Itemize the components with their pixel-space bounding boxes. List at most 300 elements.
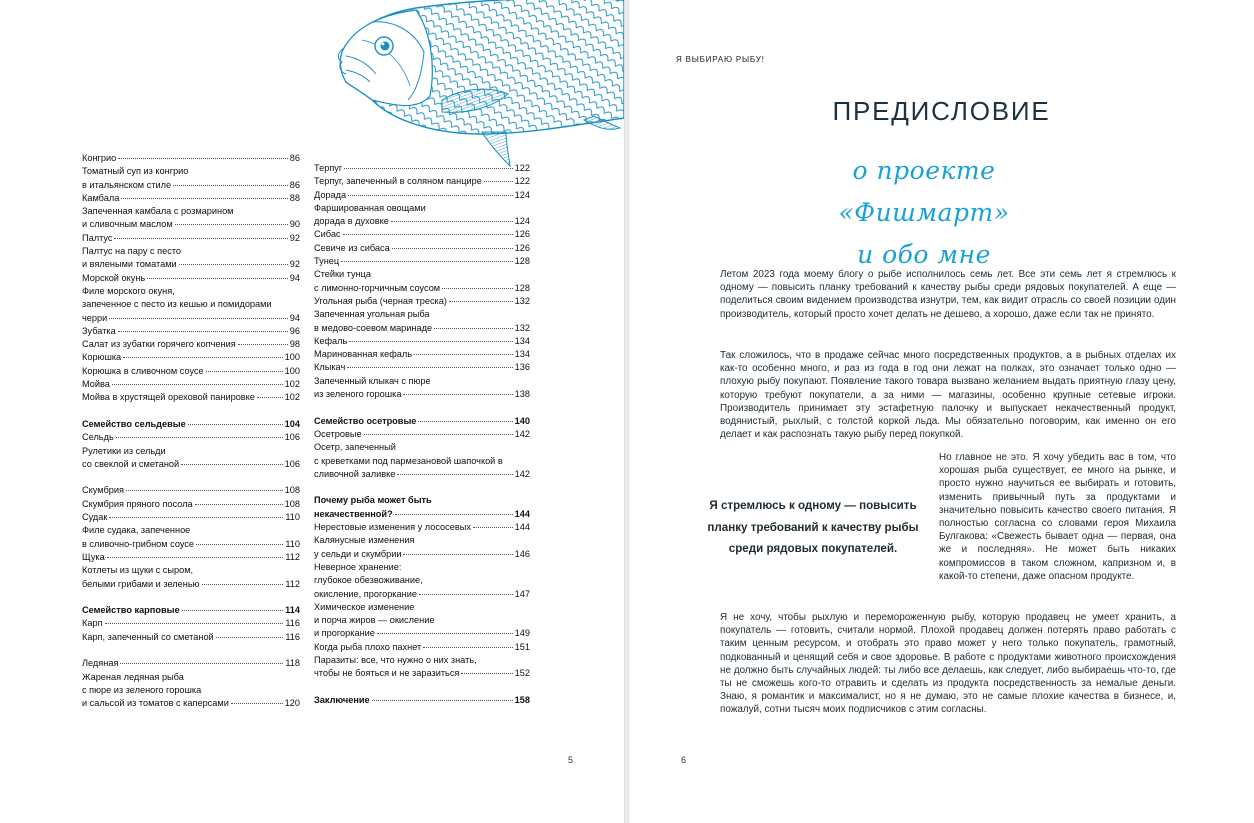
toc-leader-dots bbox=[484, 181, 513, 182]
toc-entry bbox=[314, 361, 530, 374]
toc-entry bbox=[314, 175, 530, 188]
toc-line bbox=[314, 508, 530, 521]
toc-leader-dots bbox=[403, 394, 512, 395]
left-page bbox=[0, 0, 624, 823]
toc-line bbox=[82, 578, 300, 591]
toc-entry-prefix: Калянусные изменения bbox=[314, 535, 415, 546]
toc-page-number: 94 bbox=[289, 272, 300, 283]
toc-line bbox=[82, 458, 300, 471]
toc-line bbox=[314, 348, 530, 361]
toc-leader-dots bbox=[206, 371, 283, 372]
toc-line bbox=[314, 667, 530, 680]
toc-page-number: 120 bbox=[284, 698, 300, 709]
chapter-subtitle bbox=[779, 150, 1069, 276]
toc-page-number: 86 bbox=[289, 153, 300, 163]
toc-line bbox=[82, 538, 300, 551]
toc-page-number: 128 bbox=[514, 282, 530, 293]
toc-entry-prefix: и порча жиров — окисление bbox=[314, 615, 435, 626]
toc-page-number: 124 bbox=[514, 189, 530, 200]
toc-line bbox=[82, 418, 300, 431]
toc-page-number: 122 bbox=[514, 163, 530, 173]
toc-page-number: 158 bbox=[514, 694, 530, 705]
toc-title: Морской окунь bbox=[82, 272, 146, 283]
toc-line bbox=[314, 521, 530, 534]
toc-title: у сельди и скумбрии bbox=[314, 548, 402, 559]
toc-page-number: 106 bbox=[284, 432, 300, 443]
toc-entry bbox=[82, 152, 300, 165]
toc-title: Семейство сельдевые bbox=[82, 418, 186, 429]
right-page bbox=[629, 0, 1254, 823]
toc-entry bbox=[314, 428, 530, 441]
toc-line bbox=[82, 152, 300, 165]
toc-leader-dots bbox=[181, 464, 283, 465]
toc-leader-dots bbox=[238, 344, 288, 345]
toc-title: чтобы не бояться и не заразиться bbox=[314, 668, 460, 679]
toc-leader-dots bbox=[118, 331, 288, 332]
toc-page-number: 92 bbox=[289, 259, 300, 270]
toc-leader-dots bbox=[202, 584, 284, 585]
toc-page-number: 114 bbox=[285, 605, 300, 616]
toc-leader-dots bbox=[473, 527, 513, 528]
toc-line bbox=[314, 468, 530, 481]
toc-line bbox=[314, 255, 530, 268]
toc-entry-prefix: Томатный суп из конгрио bbox=[82, 166, 189, 177]
toc-line bbox=[82, 351, 300, 364]
toc-page-number: 102 bbox=[284, 392, 300, 403]
toc-line bbox=[314, 189, 530, 202]
toc-entry bbox=[82, 285, 300, 325]
toc-entry bbox=[314, 375, 530, 402]
toc-entry bbox=[82, 205, 300, 232]
toc-entry bbox=[82, 351, 300, 364]
running-head: Я ВЫБИРАЮ РЫБУ! bbox=[676, 55, 765, 64]
toc-entry-prefix: запеченное с песто из кешью и помидорами bbox=[82, 299, 272, 310]
toc-leader-dots bbox=[449, 301, 513, 302]
toc-page-number: 136 bbox=[514, 362, 530, 373]
toc-page-number: 102 bbox=[284, 379, 300, 390]
toc-entry-prefix: Жареная ледяная рыба bbox=[82, 671, 184, 682]
toc-title: Мойва в хрустящей ореховой панировке bbox=[82, 392, 255, 403]
toc-title: Нерестовые изменения у лососевых bbox=[314, 522, 471, 533]
toc-line bbox=[82, 179, 300, 192]
paragraph: Так сложилось, что в продаже сейчас много посредственных продуктов, а в рыбных отделах их как-то особенно много, и раз из года в год они лежат на полках, это означает только одно — плохую рыбу покупают. Появление такого товара вызвано желанием выдать приятную глазу цену, которую требуют покупатели, а за ними — магазины, особенно крупные сетевые игроки. Производитель принимает эту эстафетную палочку и выпускает некачественный продукт, водянистый, рыхлый, с толстой коркой льда. Мы обязательно поговорим, как именно он его делает и как распознать такую рыбу перед покупкой. bbox=[720, 350, 1176, 441]
toc-title: и прогоркание bbox=[314, 628, 375, 639]
toc-entry bbox=[314, 242, 530, 255]
toc-title: Семейство карповые bbox=[82, 605, 180, 616]
toc-entry bbox=[82, 418, 300, 431]
toc-leader-dots bbox=[344, 168, 512, 169]
toc-leader-dots bbox=[188, 424, 283, 425]
toc-entry bbox=[314, 202, 530, 229]
toc-entry bbox=[314, 561, 530, 601]
toc-line bbox=[82, 365, 300, 378]
toc-title: Сельдь bbox=[82, 432, 114, 443]
toc-entry bbox=[314, 162, 530, 175]
toc-entry-prefix: Стейки тунца bbox=[314, 269, 372, 280]
toc-line bbox=[82, 604, 300, 617]
toc-title: Ледяная bbox=[82, 658, 119, 669]
toc-leader-dots bbox=[216, 637, 284, 638]
toc-page-number: 112 bbox=[285, 578, 300, 589]
toc-leader-dots bbox=[348, 195, 513, 196]
toc-page-number: 142 bbox=[514, 428, 530, 439]
table-of-contents-column-2 bbox=[314, 162, 530, 707]
toc-title: Корюшка bbox=[82, 352, 122, 363]
toc-title: Семейство осетровые bbox=[314, 415, 417, 426]
toc-title: Скумбрия пряного посола bbox=[82, 498, 193, 509]
toc-page-number: 124 bbox=[514, 216, 530, 227]
page-number: 5 bbox=[568, 755, 574, 765]
toc-leader-dots bbox=[395, 514, 513, 515]
fish-illustration bbox=[332, 0, 624, 168]
page-number: 6 bbox=[681, 755, 687, 765]
paragraph: Но главное не это. Я хочу убедить вас в том, что хорошая рыба существует, ее много на рынке, и просто нужно научиться ее выбирать и готовить, изменить привычный путь за продуктами и значительно повысить качество своего питания. Я полностью согласна со словами героя Михаила Булгакова: «Свежесть бывает одна — первая, она же и последняя». Не может быть никаких компромиссов в таком сложном, капризном и, в какой-то степени, даже опасном продукте. bbox=[939, 452, 1176, 582]
toc-page-number: 86 bbox=[289, 179, 300, 190]
toc-page-number: 144 bbox=[514, 522, 530, 533]
toc-line bbox=[314, 162, 530, 175]
toc-line bbox=[82, 378, 300, 391]
toc-entry bbox=[314, 228, 530, 241]
toc-entry bbox=[314, 641, 530, 654]
toc-leader-dots bbox=[434, 328, 513, 329]
toc-entry bbox=[82, 551, 300, 564]
pull-quote: Я стремлюсь к одному — повысить планку требований к качеству рыбы среди рядовых покупателей. bbox=[707, 499, 919, 555]
toc-entry bbox=[314, 268, 530, 295]
toc-page-number: 149 bbox=[514, 628, 530, 639]
toc-entry-prefix: Осетр, запеченный bbox=[314, 442, 396, 453]
toc-entry bbox=[314, 189, 530, 202]
toc-entry-prefix: Фаршированная овощами bbox=[314, 202, 426, 213]
toc-leader-dots bbox=[175, 224, 288, 225]
toc-title: с лимонно-горчичным соусом bbox=[314, 282, 441, 293]
toc-line bbox=[82, 431, 300, 444]
toc-title: некачественной? bbox=[314, 508, 393, 519]
toc-title: и сальсой из томатов с каперсами bbox=[82, 698, 229, 709]
toc-entry bbox=[314, 521, 530, 534]
toc-page-number: 92 bbox=[289, 232, 300, 243]
toc-title: Мойва bbox=[82, 379, 110, 390]
toc-entry bbox=[82, 165, 300, 192]
toc-entry bbox=[82, 338, 300, 351]
toc-entry bbox=[314, 348, 530, 361]
toc-line bbox=[314, 335, 530, 348]
toc-title: из зеленого горошка bbox=[314, 389, 402, 400]
toc-entry bbox=[82, 365, 300, 378]
toc-entry-prefix: Филе судака, запеченное bbox=[82, 525, 191, 536]
toc-leader-dots bbox=[414, 354, 513, 355]
toc-entry bbox=[82, 391, 300, 404]
toc-entry bbox=[314, 441, 530, 481]
toc-title: сливочной заливке bbox=[314, 468, 396, 479]
toc-leader-dots bbox=[173, 185, 288, 186]
toc-line bbox=[314, 215, 530, 228]
toc-line bbox=[314, 282, 530, 295]
toc-page-number: 116 bbox=[285, 618, 300, 629]
toc-page-number: 138 bbox=[514, 389, 530, 400]
toc-entry-prefix: Паразиты: все, что нужно о них знать, bbox=[314, 654, 477, 665]
toc-title: Севиче из сибаса bbox=[314, 242, 390, 253]
toc-entry bbox=[314, 335, 530, 348]
toc-line bbox=[314, 428, 530, 441]
toc-page-number: 100 bbox=[284, 352, 300, 363]
toc-entry bbox=[82, 657, 300, 670]
toc-entry bbox=[82, 631, 300, 644]
toc-line bbox=[314, 322, 530, 335]
toc-page-number: 142 bbox=[514, 468, 530, 479]
toc-entry bbox=[314, 601, 530, 641]
toc-entry bbox=[82, 617, 300, 630]
toc-page-number: 88 bbox=[289, 192, 300, 203]
toc-leader-dots bbox=[147, 278, 288, 279]
toc-page-number: 126 bbox=[514, 242, 530, 253]
toc-entry bbox=[82, 498, 300, 511]
toc-leader-dots bbox=[349, 341, 512, 342]
toc-leader-dots bbox=[372, 700, 513, 701]
toc-title: Тунец bbox=[314, 256, 340, 267]
toc-line bbox=[314, 588, 530, 601]
toc-line bbox=[314, 228, 530, 241]
toc-entry-prefix: Палтус на пару с песто bbox=[82, 246, 182, 257]
toc-line bbox=[314, 694, 530, 707]
toc-entry-prefix: Котлеты из щуки с сыром, bbox=[82, 565, 194, 576]
toc-entry-prefix: с пюре из зеленого горошка bbox=[82, 684, 202, 695]
toc-title: Скумбрия bbox=[82, 485, 124, 496]
toc-leader-dots bbox=[423, 647, 512, 648]
toc-line bbox=[82, 617, 300, 630]
toc-line bbox=[82, 551, 300, 564]
toc-title: Сибас bbox=[314, 229, 341, 240]
toc-page-number: 122 bbox=[514, 176, 530, 187]
toc-title: белыми грибами и зеленью bbox=[82, 578, 200, 589]
toc-entry-prefix: Запеченная камбала с розмарином bbox=[82, 206, 234, 217]
toc-page-number: 128 bbox=[514, 256, 530, 267]
toc-title: Кефаль bbox=[314, 335, 348, 346]
toc-entry bbox=[314, 308, 530, 335]
toc-entry bbox=[82, 378, 300, 391]
toc-leader-dots bbox=[126, 490, 283, 491]
toc-title: со свеклой и сметаной bbox=[82, 458, 180, 469]
toc-page-number: 90 bbox=[289, 219, 300, 230]
toc-page-number: 110 bbox=[285, 512, 300, 523]
subtitle-line-2: и обо мне bbox=[857, 240, 991, 269]
toc-leader-dots bbox=[109, 517, 283, 518]
toc-page-number: 152 bbox=[514, 668, 530, 679]
toc-line bbox=[314, 295, 530, 308]
toc-page-number: 134 bbox=[514, 335, 530, 346]
toc-leader-dots bbox=[391, 221, 513, 222]
toc-entry-prefix: с креветками под пармезановой шапочкой в bbox=[314, 455, 503, 466]
toc-line bbox=[82, 631, 300, 644]
toc-entry bbox=[82, 272, 300, 285]
toc-title: окисление, прогоркание bbox=[314, 588, 417, 599]
toc-leader-dots bbox=[196, 544, 283, 545]
toc-leader-dots bbox=[112, 384, 283, 385]
toc-entry bbox=[314, 255, 530, 268]
subtitle-line-1: о проекте «Фишмарт» bbox=[838, 156, 1010, 227]
toc-title: Дорада bbox=[314, 189, 347, 200]
toc-title: в сливочно-грибном соусе bbox=[82, 538, 195, 549]
toc-leader-dots bbox=[114, 238, 287, 239]
toc-title: в медово-соевом маринаде bbox=[314, 322, 433, 333]
toc-page-number: 132 bbox=[514, 322, 530, 333]
toc-page-number: 126 bbox=[514, 229, 530, 240]
toc-entry bbox=[82, 431, 300, 444]
toc-line bbox=[314, 415, 530, 428]
toc-leader-dots bbox=[341, 261, 513, 262]
toc-title: Клыкач bbox=[314, 362, 346, 373]
toc-leader-dots bbox=[123, 357, 282, 358]
toc-line bbox=[82, 232, 300, 245]
toc-page-number: 104 bbox=[284, 418, 300, 429]
toc-title: в итальянском стиле bbox=[82, 179, 172, 190]
toc-leader-dots bbox=[109, 318, 288, 319]
toc-leader-dots bbox=[118, 158, 288, 159]
toc-page-number: 118 bbox=[285, 658, 300, 669]
toc-leader-dots bbox=[347, 367, 512, 368]
toc-title: Терпуг, запеченный в соляном панцире bbox=[314, 176, 482, 187]
table-of-contents-column-1 bbox=[82, 152, 300, 710]
toc-entry bbox=[82, 671, 300, 711]
toc-title: черри bbox=[82, 312, 108, 323]
toc-title: Осетровые bbox=[314, 428, 362, 439]
toc-entry bbox=[82, 564, 300, 591]
chapter-heading: ПРЕДИСЛОВИЕ bbox=[832, 96, 1051, 126]
toc-page-number: 108 bbox=[284, 498, 300, 509]
toc-entry bbox=[314, 494, 530, 521]
toc-title: Камбала bbox=[82, 192, 120, 203]
toc-title: Корюшка в сливочном соусе bbox=[82, 365, 204, 376]
toc-title: дорада в духовке bbox=[314, 216, 389, 227]
toc-page-number: 144 bbox=[514, 508, 530, 519]
toc-leader-dots bbox=[231, 703, 283, 704]
toc-leader-dots bbox=[419, 594, 513, 595]
toc-leader-dots bbox=[461, 673, 512, 674]
toc-title: Карп bbox=[82, 618, 103, 629]
toc-entry bbox=[82, 445, 300, 472]
toc-page-number: 98 bbox=[289, 339, 300, 350]
toc-line bbox=[314, 641, 530, 654]
toc-leader-dots bbox=[116, 437, 283, 438]
toc-entry bbox=[82, 192, 300, 205]
toc-title: и сливочным маслом bbox=[82, 219, 173, 230]
toc-page-number: 151 bbox=[514, 641, 530, 652]
toc-line bbox=[82, 272, 300, 285]
toc-entry-prefix: Химическое изменение bbox=[314, 601, 415, 612]
toc-title: Угольная рыба (черная треска) bbox=[314, 295, 447, 306]
toc-leader-dots bbox=[107, 557, 284, 558]
toc-page-number: 147 bbox=[514, 588, 530, 599]
toc-page-number: 140 bbox=[514, 415, 530, 426]
toc-entry bbox=[314, 295, 530, 308]
toc-line bbox=[82, 338, 300, 351]
toc-entry bbox=[82, 484, 300, 497]
toc-leader-dots bbox=[377, 633, 513, 634]
toc-entry-prefix: Филе морского окуня, bbox=[82, 285, 175, 296]
toc-entry bbox=[82, 524, 300, 551]
toc-line bbox=[82, 657, 300, 670]
toc-leader-dots bbox=[179, 264, 288, 265]
toc-entry bbox=[314, 694, 530, 707]
toc-title: Палтус bbox=[82, 232, 113, 243]
toc-page-number: 108 bbox=[284, 485, 300, 496]
toc-line bbox=[82, 484, 300, 497]
toc-entry-prefix: Запеченная угольная рыба bbox=[314, 309, 430, 320]
toc-title: Карп, запеченный со сметаной bbox=[82, 631, 214, 642]
toc-page-number: 134 bbox=[514, 349, 530, 360]
toc-entry bbox=[314, 654, 530, 681]
paragraph: Я не хочу, чтобы рыхлую и перемороженную рыбу, которую продавец не умеет хранить, а покупатель — готовить, считали нормой. Плохой продавец должен потерять право работать с таким ценным ресурсом, и отобрать это право может у него только покупатель, грамотный, подкованный и ценящий себя и свое здоровье. В работе с продуктами животного происхождения не должно быть случайных людей: ты либо все делаешь, как следует, либо выбираешь что-то, где ты не сможешь кого-то отравить и сделать из продукта посредственность за немалые деньги. Знаю, я романтик и максималист, но я не думаю, это не самые плохие качества в бизнесе, и, пожалуй, сотни тысяч моих подписчиков с этим согласны. bbox=[720, 612, 1176, 716]
toc-title: и вялеными томатами bbox=[82, 259, 177, 270]
toc-line bbox=[314, 175, 530, 188]
toc-line bbox=[314, 361, 530, 374]
toc-leader-dots bbox=[182, 610, 284, 611]
toc-page-number: 100 bbox=[284, 365, 300, 376]
toc-leader-dots bbox=[105, 623, 284, 624]
toc-entry bbox=[82, 232, 300, 245]
toc-entry-prefix: Рулетики из сельди bbox=[82, 445, 166, 456]
toc-entry-prefix: Запеченный клыкач с пюре bbox=[314, 375, 431, 386]
toc-page-number: 116 bbox=[285, 631, 300, 642]
toc-leader-dots bbox=[403, 554, 512, 555]
toc-title: Терпуг bbox=[314, 163, 343, 173]
toc-title: Судак bbox=[82, 512, 108, 523]
toc-entry bbox=[82, 604, 300, 617]
toc-title: Зубатка bbox=[82, 325, 116, 336]
toc-leader-dots bbox=[397, 474, 512, 475]
toc-entry bbox=[82, 245, 300, 272]
toc-entry-prefix: глубокое обезвоживание, bbox=[314, 575, 423, 586]
toc-line bbox=[82, 697, 300, 710]
toc-leader-dots bbox=[343, 234, 513, 235]
toc-title: Щука bbox=[82, 551, 105, 562]
toc-entry bbox=[82, 325, 300, 338]
toc-entry bbox=[82, 511, 300, 524]
toc-line bbox=[82, 498, 300, 511]
toc-page-number: 94 bbox=[289, 312, 300, 323]
toc-entry-prefix: Неверное хранение: bbox=[314, 561, 402, 572]
toc-entry bbox=[314, 534, 530, 561]
toc-leader-dots bbox=[257, 397, 283, 398]
toc-title: Салат из зубатки горячего копчения bbox=[82, 339, 236, 350]
toc-leader-dots bbox=[364, 434, 513, 435]
toc-line bbox=[82, 325, 300, 338]
toc-line bbox=[314, 388, 530, 401]
toc-leader-dots bbox=[442, 288, 513, 289]
toc-line bbox=[82, 312, 300, 325]
toc-leader-dots bbox=[121, 198, 287, 199]
toc-page-number: 96 bbox=[289, 325, 300, 336]
toc-leader-dots bbox=[418, 421, 512, 422]
toc-title: Заключение bbox=[314, 694, 370, 705]
toc-line bbox=[82, 511, 300, 524]
toc-entry-prefix: Почему рыба может быть bbox=[314, 495, 432, 506]
toc-leader-dots bbox=[392, 248, 513, 249]
toc-leader-dots bbox=[195, 504, 283, 505]
toc-line bbox=[82, 258, 300, 271]
toc-leader-dots bbox=[120, 663, 283, 664]
toc-page-number: 112 bbox=[285, 551, 300, 562]
toc-line bbox=[82, 192, 300, 205]
toc-title: Когда рыба плохо пахнет bbox=[314, 641, 422, 652]
toc-page-number: 146 bbox=[514, 548, 530, 559]
paragraph: Летом 2023 года моему блогу о рыбе исполнилось семь лет. Все эти семь лет я стремлюсь к одному — повысить планку требований к качеству рыбы среди рядовых покупателей. А еще — поделиться своим видением производства изнутри, тем, как видит отрасль со своей позиции один производитель, который просто хочет делать не дешево, а хорошо, даже если так не принято. bbox=[720, 269, 1176, 320]
toc-entry bbox=[314, 415, 530, 428]
toc-line bbox=[314, 627, 530, 640]
toc-line bbox=[314, 242, 530, 255]
toc-title: Конгрио bbox=[82, 153, 117, 163]
toc-page-number: 106 bbox=[284, 458, 300, 469]
toc-line bbox=[82, 218, 300, 231]
